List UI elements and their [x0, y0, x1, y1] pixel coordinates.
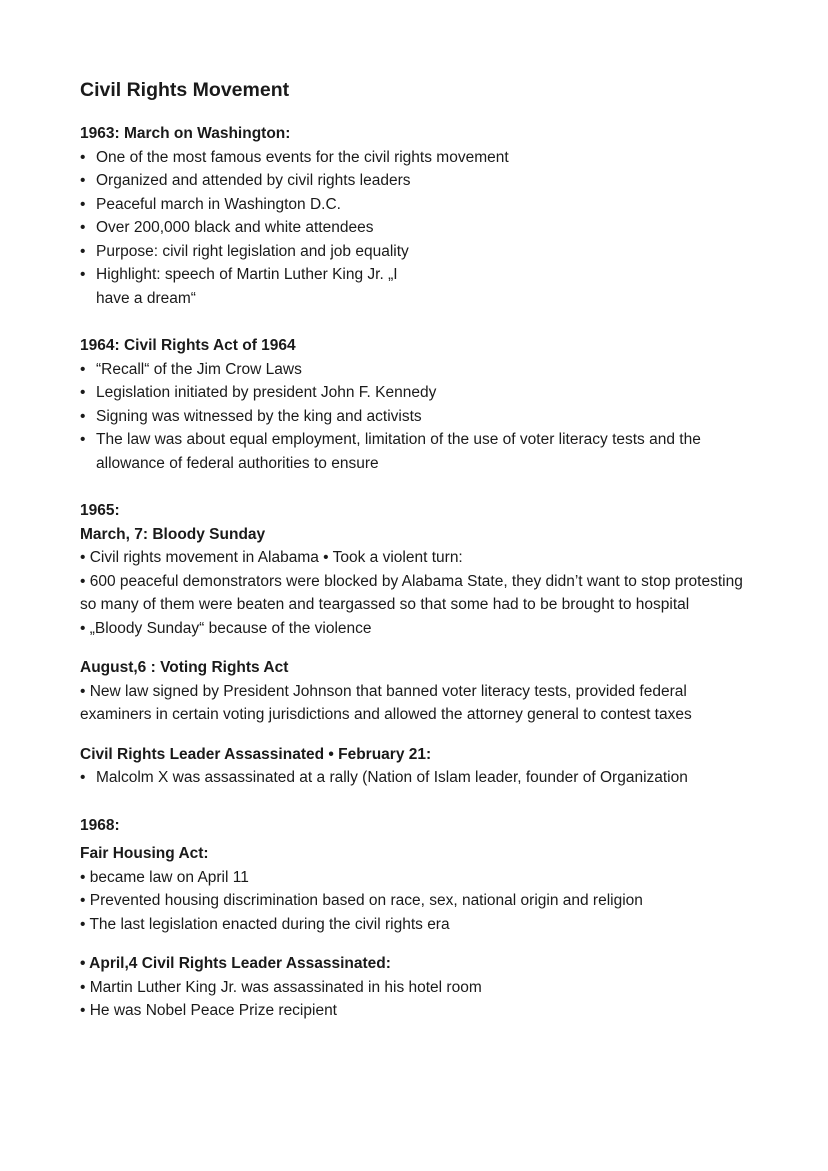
bullet-icon: •: [80, 407, 86, 425]
paragraph: • 600 peaceful demonstrators were blocked by Alabama State, they didn’t want to stop protesting so many of them were beaten and teargassed so that some had to be brought to hospital: [80, 572, 743, 613]
list-item: • Organized and attended by civil rights leaders: [80, 169, 760, 193]
list-item: • Purpose: civil right legislation and job equality: [80, 240, 760, 264]
bullet-icon: •: [80, 769, 86, 786]
section-1964: [80, 334, 760, 475]
paragraph: • The last legislation enacted during the civil rights era: [80, 915, 450, 933]
list-item: • Over 200,000 black and white attendees: [80, 216, 760, 240]
bullet-icon: •: [80, 266, 86, 283]
bullet-icon: •: [80, 431, 86, 448]
list-item: • Peaceful march in Washington D.C.: [80, 193, 760, 217]
bullet-icon: •: [80, 172, 86, 189]
paragraph: • „Bloody Sunday“ because of the violence: [80, 619, 372, 637]
list-item: • Legislation initiated by president John F. Kennedy: [80, 381, 760, 405]
bullet-icon: •: [80, 242, 86, 260]
subheading-bloody-sunday: March, 7: Bloody Sunday: [80, 525, 266, 543]
paragraph: • Civil rights movement in Alabama • Took a violent turn:: [80, 549, 463, 566]
section-1968: [80, 814, 760, 1023]
bullet-icon: •: [80, 360, 86, 378]
list-item: • One of the most famous events for the civil rights movement: [80, 146, 760, 170]
section-heading-1964: 1964: Civil Rights Act of 1964: [80, 337, 296, 354]
paragraph: • became law on April 11: [80, 868, 249, 886]
list-item-continuation: have a dream“: [96, 289, 196, 307]
list-item: • Signing was witnessed by the king and activists: [80, 405, 760, 429]
section-heading-1963: 1963: March on Washington:: [80, 125, 291, 142]
list-1963: [80, 146, 760, 311]
paragraph: • Martin Luther King Jr. was assassinated in his hotel room: [80, 978, 482, 996]
list-item: • Malcolm X was assassinated at a rally (Nation of Islam leader, founder of Organization: [80, 766, 760, 790]
subheading-fair-housing-act: Fair Housing Act:: [80, 845, 209, 862]
document-page: [80, 76, 760, 1023]
subheading-mlk-assassinated: • April,4 Civil Rights Leader Assassinated:: [80, 955, 391, 972]
bullet-icon: •: [80, 148, 86, 166]
paragraph: • He was Nobel Peace Prize recipient: [80, 1002, 337, 1019]
bullet-icon: •: [80, 384, 86, 401]
list-item: • “Recall“ of the Jim Crow Laws: [80, 358, 760, 382]
subheading-voting-rights-act: August,6 : Voting Rights Act: [80, 659, 289, 676]
subheading-malcolm-x: Civil Rights Leader Assassinated • February 21:: [80, 745, 432, 763]
list-1964: [80, 358, 760, 476]
list-item: • Highlight: speech of Martin Luther King Jr. „I have a dream“: [80, 263, 760, 310]
list-malcolm: [80, 766, 760, 790]
bullet-icon: •: [80, 195, 86, 213]
page-title: Civil Rights Movement: [80, 79, 290, 101]
paragraph: • Prevented housing discrimination based on race, sex, national origin and religion: [80, 892, 643, 909]
bullet-icon: •: [80, 219, 86, 236]
section-1965: [80, 499, 760, 790]
paragraph: • New law signed by President Johnson that banned voter literacy tests, provided federal examiners in certain voting jurisdictions and allowed the attorney general to contest taxes: [80, 682, 692, 723]
year-heading-1968: 1968:: [80, 816, 120, 834]
year-heading-1965: 1965:: [80, 502, 120, 519]
section-1963: [80, 122, 760, 310]
list-item: • The law was about equal employment, limitation of the use of voter literacy tests and the allowance of federal authorities to ensure: [80, 428, 760, 475]
